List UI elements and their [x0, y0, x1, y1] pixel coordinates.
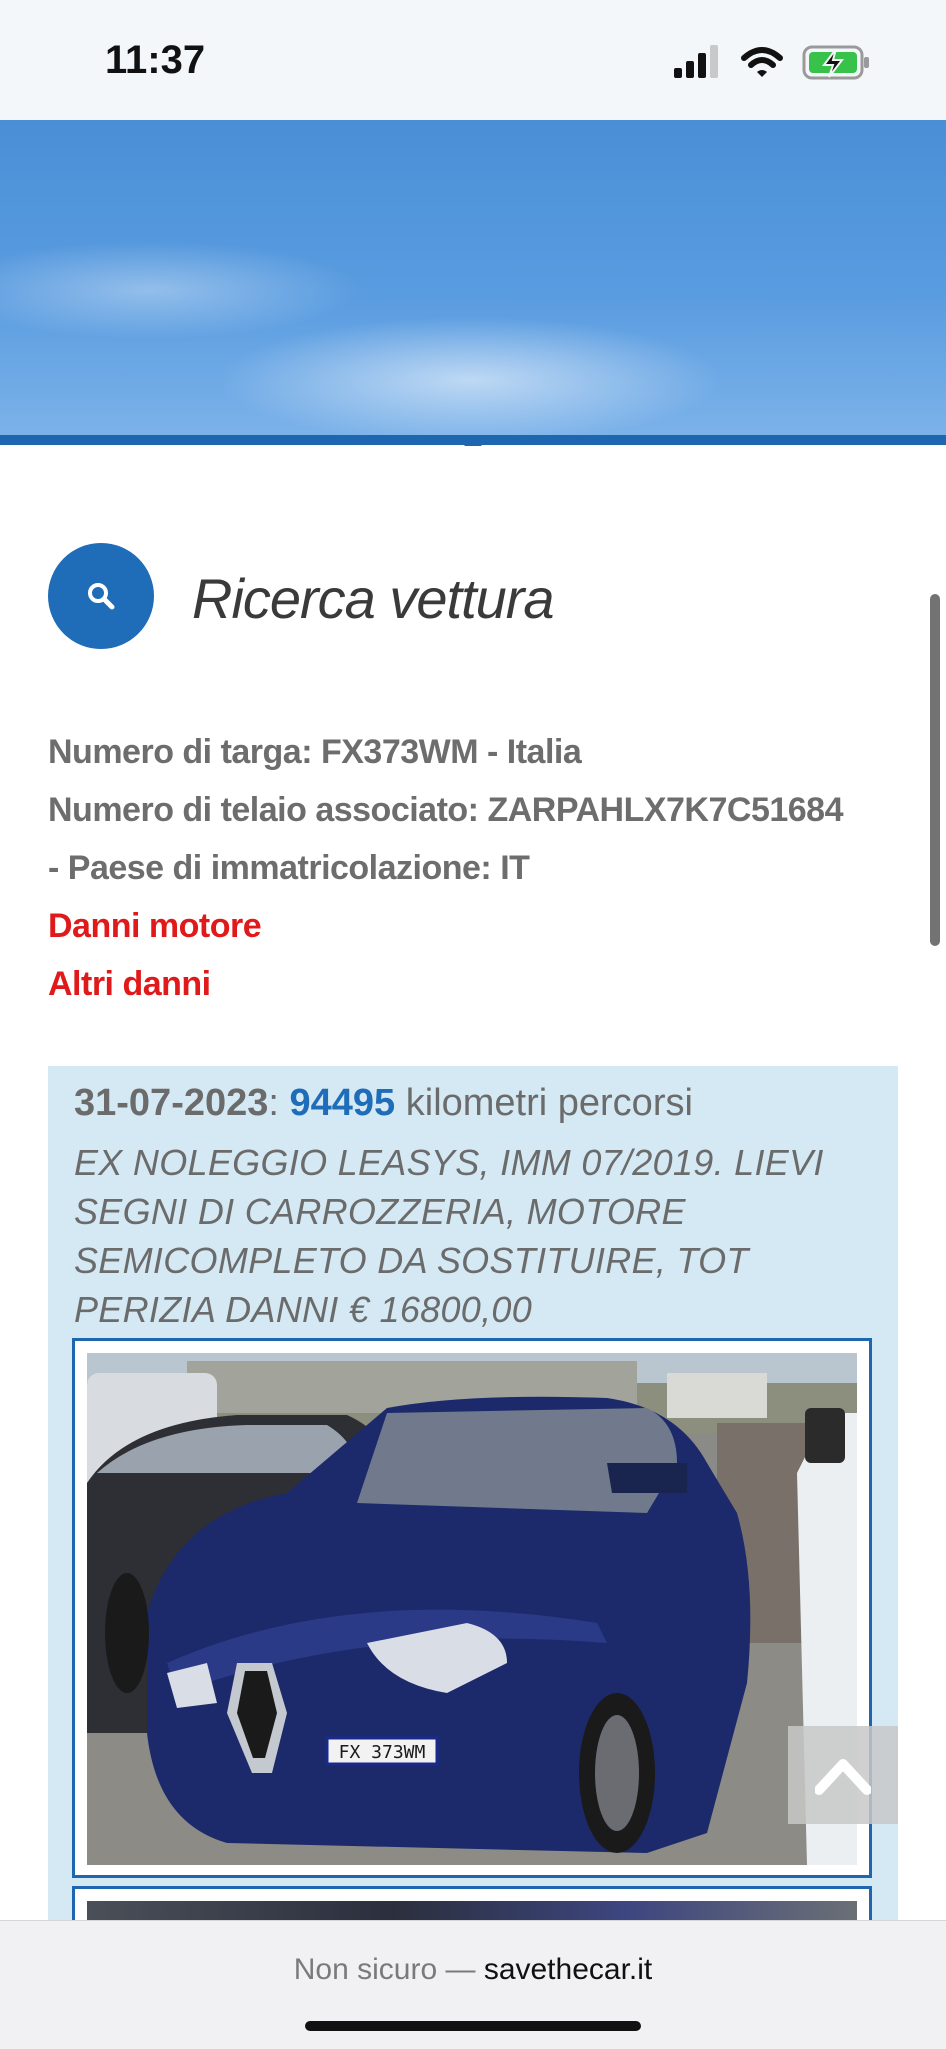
url-text[interactable] [0, 1953, 946, 1987]
report-km-label: kilometri percorsi [395, 1082, 693, 1124]
status-time: 11:37 [105, 38, 206, 82]
report-date: 31-07-2023 [74, 1082, 269, 1124]
browser-url-bar[interactable] [0, 1920, 946, 2049]
plate-number-line: Numero di targa: FX373WM - Italia [48, 733, 582, 771]
home-indicator[interactable] [305, 2021, 641, 2031]
report-separator: : [268, 1082, 290, 1124]
search-button[interactable] [48, 543, 154, 649]
vin-line: Numero di telaio associato: ZARPAHLX7K7C51684 [48, 791, 843, 829]
chevron-up-icon [815, 1756, 871, 1796]
status-bar [0, 0, 946, 120]
wifi-icon [740, 44, 784, 82]
hero-sky-banner [0, 120, 946, 440]
car-plate-text: FX 373WM [338, 1742, 426, 1763]
scrollbar[interactable] [930, 594, 940, 946]
report-card [48, 1066, 898, 1920]
battery-charging-icon [802, 44, 872, 82]
report-description: EX NOLEGGIO LEASYS, IMM 07/2019. LIEVI SEGNI DI CARROZZERIA, MOTORE SEMICOMPLETO DA SOSTITUIRE, TOT PERIZIA DANNI € 16800,00 [74, 1142, 824, 1330]
back-to-top-button[interactable] [788, 1726, 898, 1824]
car-photo-2[interactable] [87, 1901, 857, 1920]
page-title: Ricerca vettura [192, 567, 554, 630]
main-content [0, 446, 946, 1920]
search-icon [87, 582, 115, 610]
damage-engine-label: Danni motore [48, 907, 262, 945]
car-photo-frame-2[interactable] [72, 1886, 872, 1920]
url-domain: savethecar.it [483, 1953, 653, 1986]
report-km-value: 94495 [289, 1082, 396, 1124]
car-photo-frame[interactable] [72, 1338, 872, 1878]
registration-country-line: - Paese di immatricolazione: IT [48, 849, 530, 887]
url-security-label: Non sicuro — [293, 1953, 484, 1986]
car-photo-illustration [87, 1353, 857, 1865]
car-photo[interactable] [87, 1353, 857, 1865]
damage-other-label: Altri danni [48, 965, 211, 1003]
signal-icon [674, 44, 724, 82]
status-icons [674, 44, 884, 82]
report-header [74, 1082, 693, 1125]
